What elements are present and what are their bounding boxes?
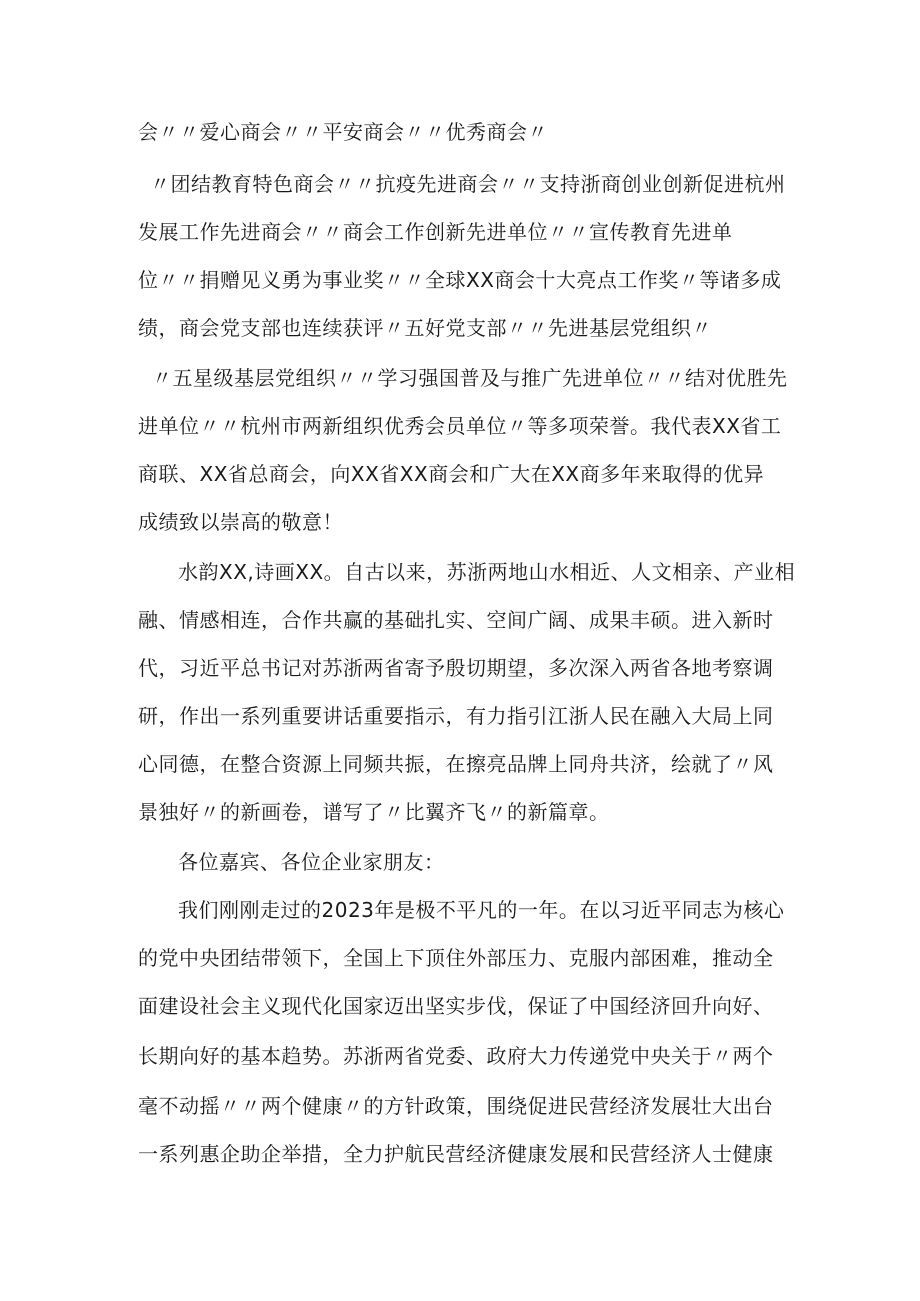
text-line: 〃五星级基层党组织〃〃学习强国普及与推广先进单位〃〃结对优胜先 — [152, 366, 788, 390]
salutation-line: 各位嘉宾、各位企业家朋友： — [178, 850, 445, 874]
text-line: 进单位〃〃杭州市两新组织优秀会员单位〃等多项荣誉。我代表XX省工 — [138, 414, 782, 438]
paragraph-first-line: 水韵XX,诗画XX。自古以来，苏浙两地山水相近、人文相亲、产业相 — [178, 560, 796, 584]
text-line: 研，作出一系列重要讲话重要指示，有力指引江浙人民在融入大局上同 — [138, 704, 774, 728]
text-line: 〃团结教育特色商会〃〃抗疫先进商会〃〃支持浙商创业创新促进杭州 — [150, 172, 786, 196]
paragraph-first-line: 我们刚刚走过的2023年是极不平凡的一年。在以习近平同志为核心 — [178, 898, 785, 922]
text-line: 商联、XX省总商会，向XX省XX商会和广大在XX商多年来取得的优异 — [138, 462, 765, 486]
text-line: 毫不动摇〃〃两个健康〃的方针政策，围绕促进民营经济发展壮大出台 — [138, 1094, 774, 1118]
text-line: 绩，商会党支部也连续获评〃五好党支部〃〃先进基层党组织〃 — [138, 316, 712, 340]
text-line: 融、情感相连，合作共赢的基础扎实、空间广阔、成果丰硕。进入新时 — [138, 608, 774, 632]
text-line: 的党中央团结带领下，全国上下顶住外部压力、克服内部困难，推动全 — [138, 946, 774, 970]
text-line: 发展工作先进商会〃〃商会工作创新先进单位〃〃宣传教育先进单 — [138, 220, 733, 244]
text-line: 成绩致以崇高的敬意！ — [138, 510, 343, 534]
text-line: 位〃〃捐赠见义勇为事业奖〃〃全球XX商会十大亮点工作奖〃等诸多成 — [138, 268, 782, 292]
text-line: 面建设社会主义现代化国家迈出坚实步伐，保证了中国经济回升向好、 — [138, 994, 774, 1018]
text-line: 长期向好的基本趋势。苏浙两省党委、政府大力传递党中央关于〃两个 — [138, 1044, 774, 1068]
text-line: 心同德，在整合资源上同频共振，在擦亮品牌上同舟共济，绘就了〃风 — [138, 752, 774, 776]
text-line: 会〃〃爱心商会〃〃平安商会〃〃优秀商会〃 — [138, 120, 548, 144]
text-line: 一系列惠企助企举措，全力护航民营经济健康发展和民营经济人士健康 — [138, 1142, 774, 1166]
text-line: 景独好〃的新画卷，谱写了〃比翼齐飞〃的新篇章。 — [138, 800, 610, 824]
text-line: 代，习近平总书记对苏浙两省寄予殷切期望，多次深入两省各地考察调 — [138, 656, 774, 680]
